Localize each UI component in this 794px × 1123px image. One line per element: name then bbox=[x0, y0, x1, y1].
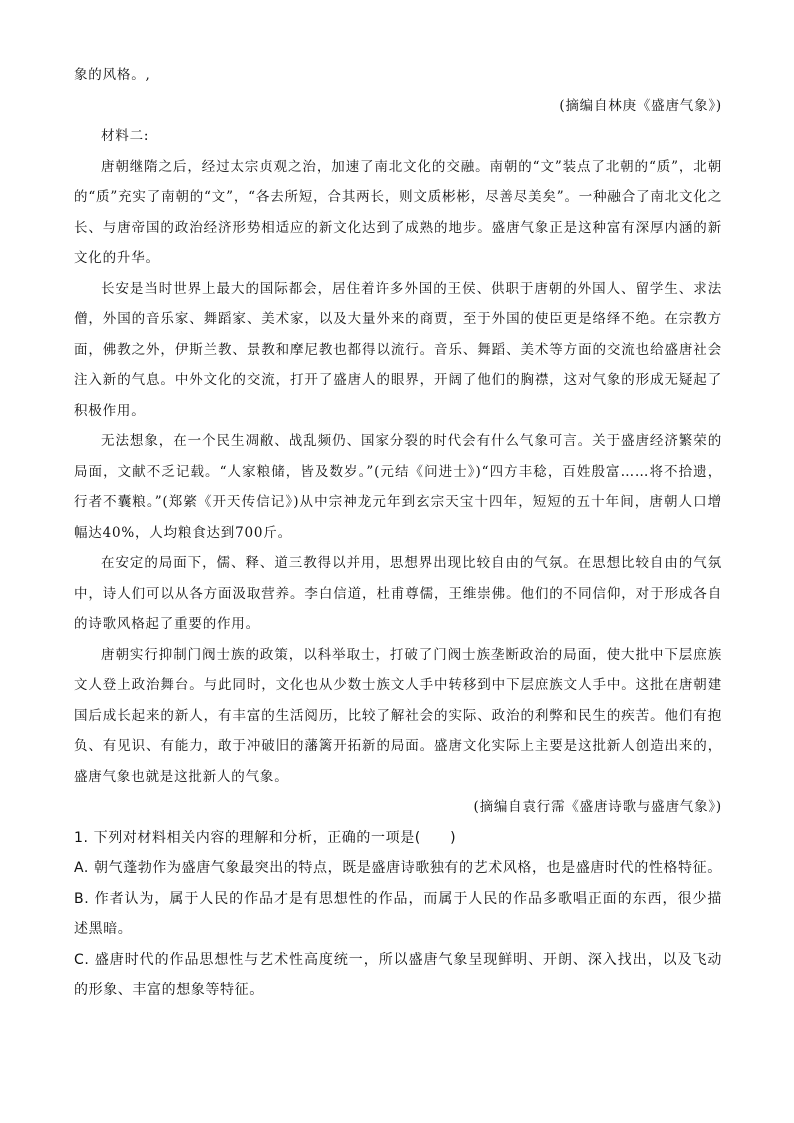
question-stem: 1. 下列对材料相关内容的理解和分析，正确的一项是( ) bbox=[74, 829, 457, 846]
material-2-label: 材料二: bbox=[101, 128, 150, 144]
source-citation-2: (摘编自袁行霈《盛唐诗歌与盛唐气象》) bbox=[473, 799, 722, 815]
document-page bbox=[74, 60, 722, 1006]
option-b: B. 作者认为，属于人民的作品才是有思想性的作品，而属于人民的作品多歌唱正面的东西，很少描述黑暗。 bbox=[74, 890, 722, 937]
material-2-paragraph-1: 唐朝继隋之后，经过太宗贞观之治，加速了南北文化的交融。南朝的“文”装点了北朝的“质”，北朝的“质”充实了南朝的“文”，“各去所短，合其两长，则文质彬彬，尽善尽美矣”。一种融合了南北文化之长、与唐帝国的政治经济形势相适应的新文化达到了成熟的地步。盛唐气象正是这种富有深厚内涵的新文化的升华。 bbox=[74, 158, 722, 266]
option-a: A. 朝气蓬勃作为盛唐气象最突出的特点，既是盛唐诗歌独有的艺术风格，也是盛唐时代的性格特征。 bbox=[74, 860, 722, 876]
material-2-paragraph-4: 在安定的局面下，儒、释、道三教得以并用，思想界出现比较自由的气氛。在思想比较自由的气氛中，诗人们可以从各方面汲取营养。李白信道，杜甫尊儒，王维崇佛。他们的不同信仰，对于形成各自的诗歌风格起了重要的作用。 bbox=[74, 555, 722, 632]
source-citation-1: (摘编自林庚《盛唐气象》) bbox=[559, 97, 722, 114]
material-2-paragraph-3: 无法想象，在一个民生凋敝、战乱频仍、国家分裂的时代会有什么气象可言。关于盛唐经济繁荣的局面，文献不乏记载。“人家粮储，皆及数岁。”(元结《问进士》)“四方丰稔，百姓殷富……将不拾遗，行者不囊粮。”(郑綮《开天传信记》)从中宗神龙元年到玄宗天宝十四年，短短的五十年间，唐朝人口增幅达40%，人均粮食达到700斤。 bbox=[74, 433, 722, 541]
material-2-paragraph-5: 唐朝实行抑制门阀士族的政策，以科举取士，打破了门阀士族垄断政治的局面，使大批中下层庶族文人登上政治舞台。与此同时，文化也从少数士族文人手中转移到中下层庶族文人手中。这批在唐朝建国后成长起来的新人，有丰富的生活阅历，比较了解社会的实际、政治的利弊和民生的疾苦。他们有抱负、有见识、有能力，敢于冲破旧的藩篱开拓新的局面。盛唐文化实际上主要是这批新人创造出来的，盛唐气象也就是这批新人的气象。 bbox=[74, 646, 722, 785]
material-2-paragraph-2: 长安是当时世界上最大的国际都会，居住着许多外国的王侯、供职于唐朝的外国人、留学生、求法僧，外国的音乐家、舞蹈家、美术家，以及大量外来的商贾，至于外国的使臣更是络绎不绝。在宗教方面，佛教之外，伊斯兰教、景教和摩尼教也都得以流行。音乐、舞蹈、美术等方面的交流也给盛唐社会注入新的气息。中外文化的交流，打开了盛唐人的眼界，开阔了他们的胸襟，这对气象的形成无疑起了积极作用。 bbox=[74, 280, 722, 419]
intro-line: 象的风格。, bbox=[74, 67, 151, 83]
option-c: C. 盛唐时代的作品思想性与艺术性高度统一，所以盛唐气象呈现鲜明、开朗、深入找出，以及飞动的形象、丰富的想象等特征。 bbox=[74, 951, 722, 998]
